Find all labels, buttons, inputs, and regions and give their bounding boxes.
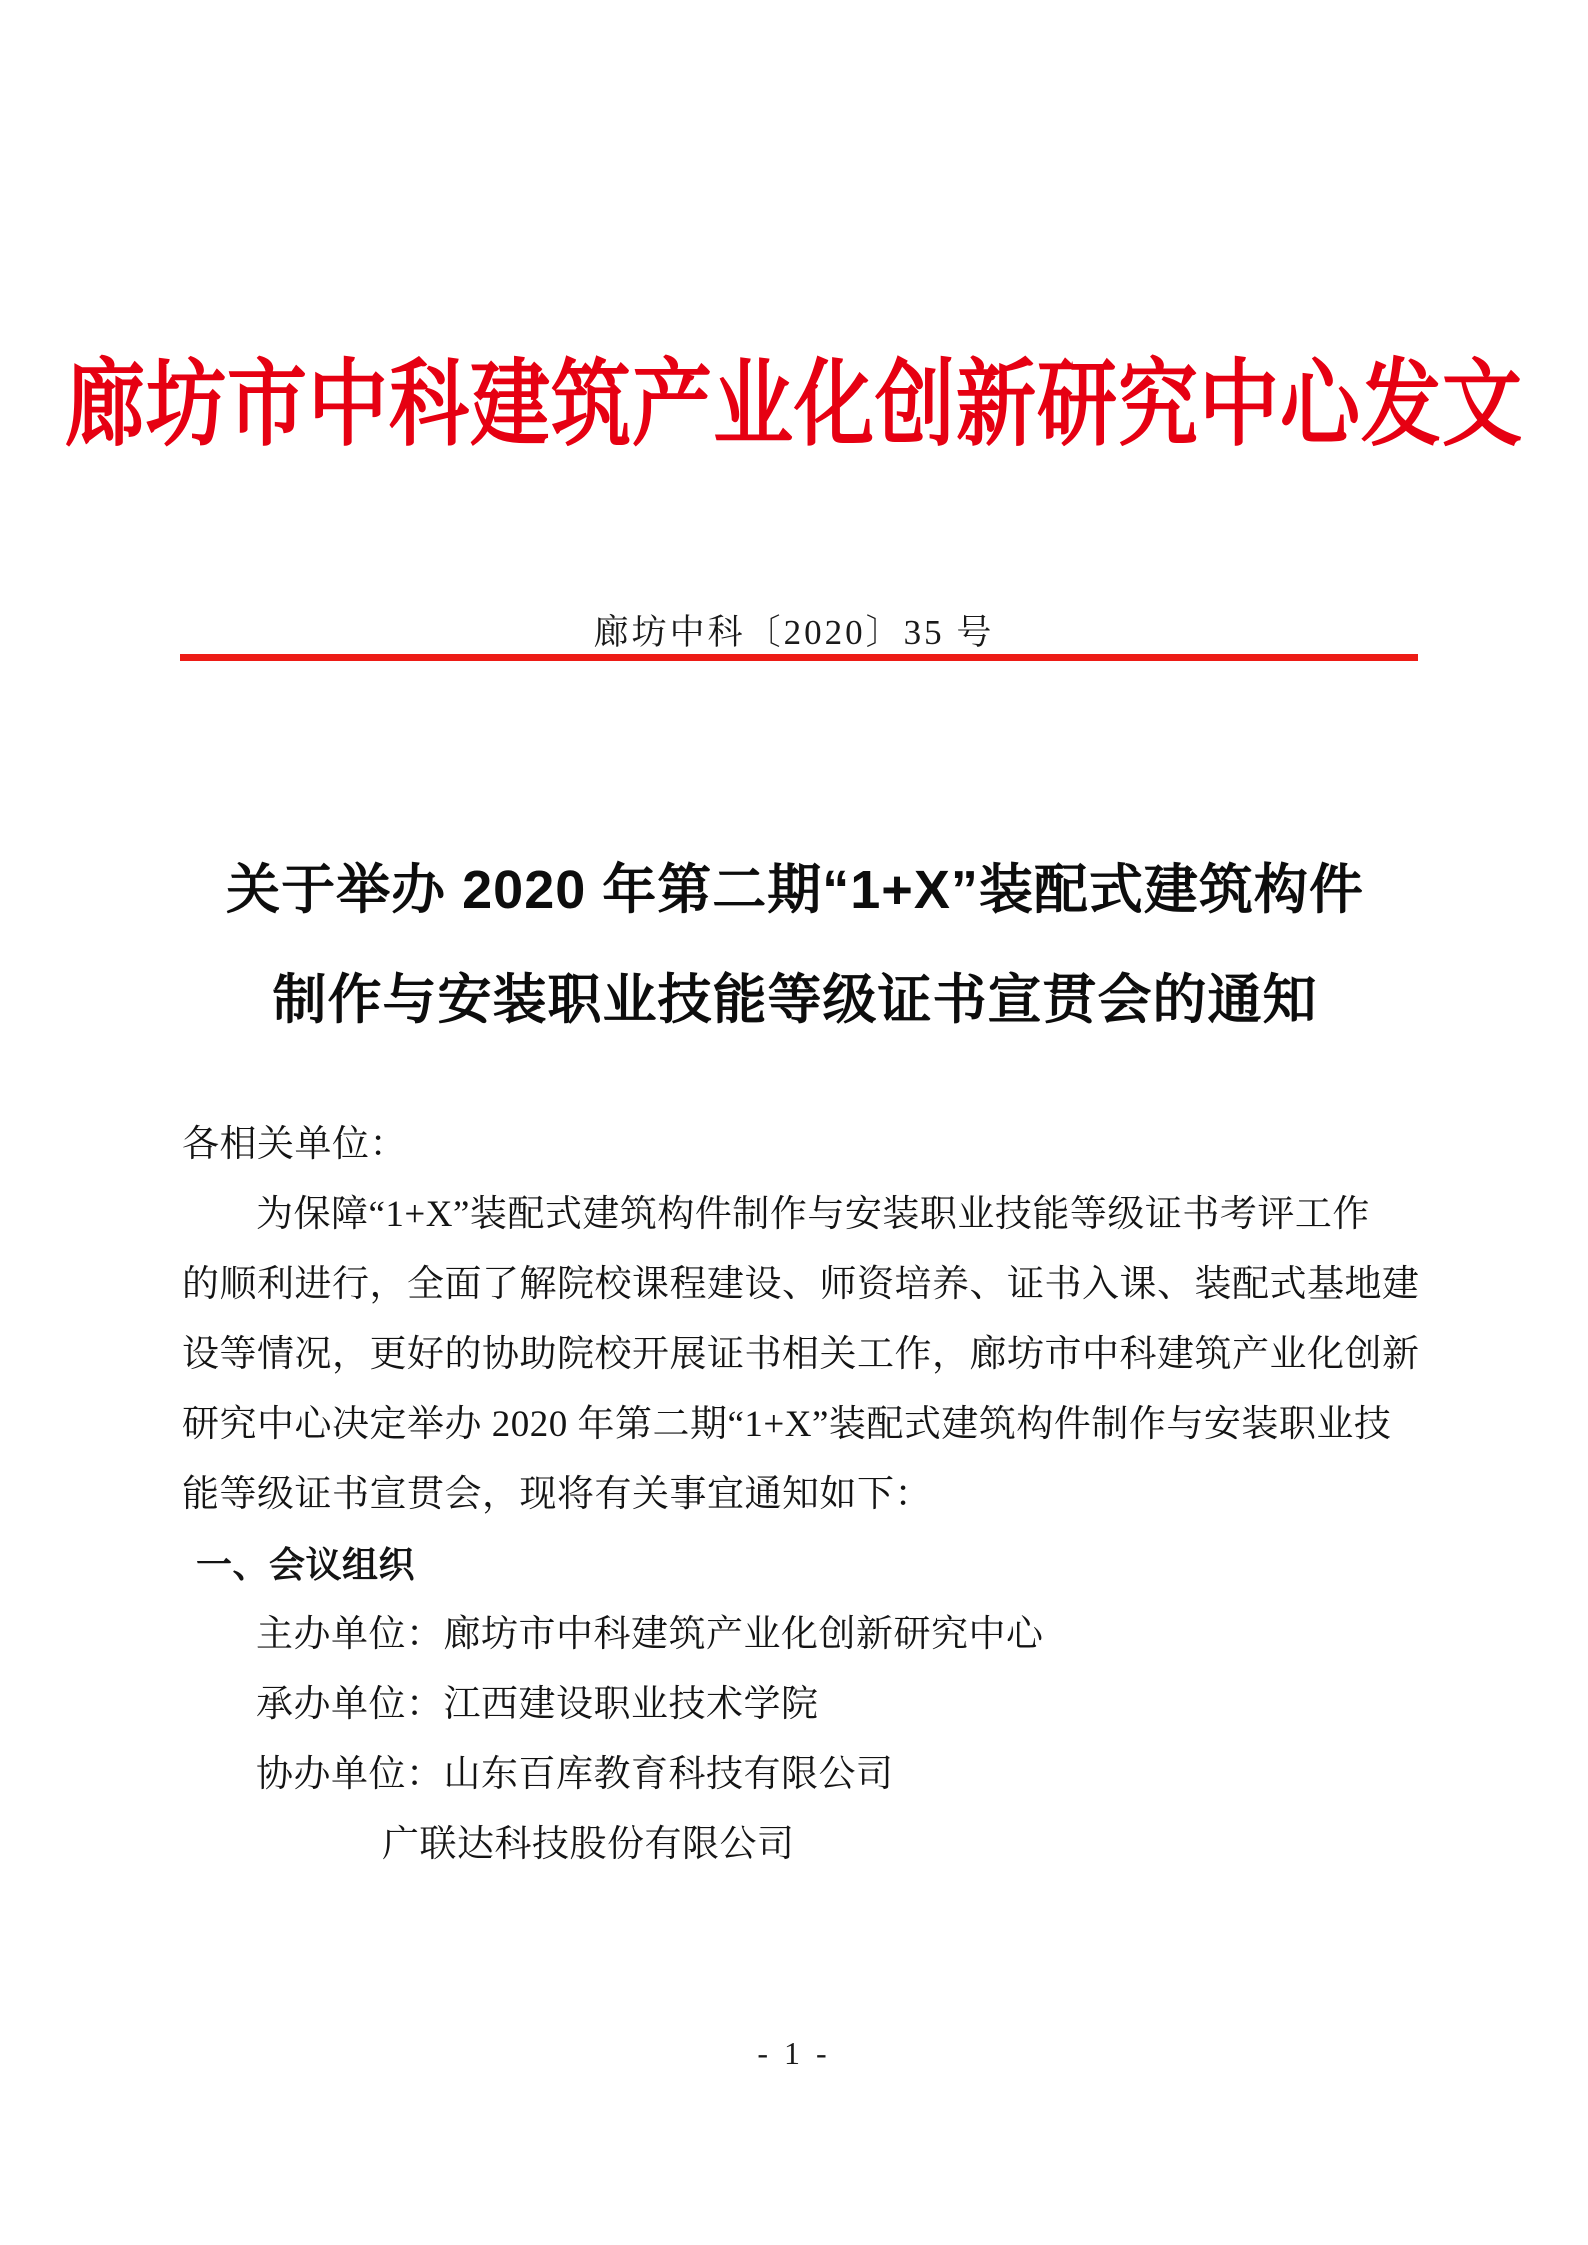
organizer-host-unit: 主办单位：廊坊市中科建筑产业化创新研究中心	[256, 1614, 1044, 1655]
document-title	[170, 835, 1420, 1055]
document-title-line-2: 制作与安装职业技能等级证书宣贯会的通知	[272, 970, 1318, 1030]
body-paragraph-line-1: 为保障“1+X”装配式建筑构件制作与安装职业技能等级证书考评工作	[256, 1194, 1370, 1235]
document-number: 廊坊中科〔2020〕35 号	[593, 613, 995, 652]
organizer-co-organizer-unit-second: 广联达科技股份有限公司	[382, 1824, 795, 1865]
body-paragraph-line-3: 设等情况，更好的协助院校开展证书相关工作，廊坊市中科建筑产业化创新	[182, 1334, 1420, 1375]
document-body	[182, 1110, 1422, 1880]
organizer-co-organizer-unit: 协办单位：山东百库教育科技有限公司	[256, 1754, 894, 1795]
masthead	[0, 353, 1588, 458]
salutation: 各相关单位：	[182, 1124, 407, 1165]
body-paragraph-line-4: 研究中心决定举办 2020 年第二期“1+X”装配式建筑构件制作与安装职业技	[182, 1404, 1392, 1445]
section-heading-meeting-organization: 一、会议组织	[196, 1544, 416, 1585]
organizer-undertaking-unit: 承办单位：江西建设职业技术学院	[256, 1684, 819, 1725]
page-number: - 1 -	[757, 2035, 831, 2071]
masthead-title: 廊坊市中科建筑产业化创新研究中心发文	[65, 353, 1523, 458]
red-divider-rule	[180, 654, 1418, 661]
document-title-line-1: 关于举办 2020 年第二期“1+X”装配式建筑构件	[226, 860, 1364, 920]
body-paragraph-line-5: 能等级证书宣贯会，现将有关事宜通知如下：	[182, 1474, 932, 1515]
body-paragraph-line-2: 的顺利进行，全面了解院校课程建设、师资培养、证书入课、装配式基地建	[182, 1264, 1420, 1305]
